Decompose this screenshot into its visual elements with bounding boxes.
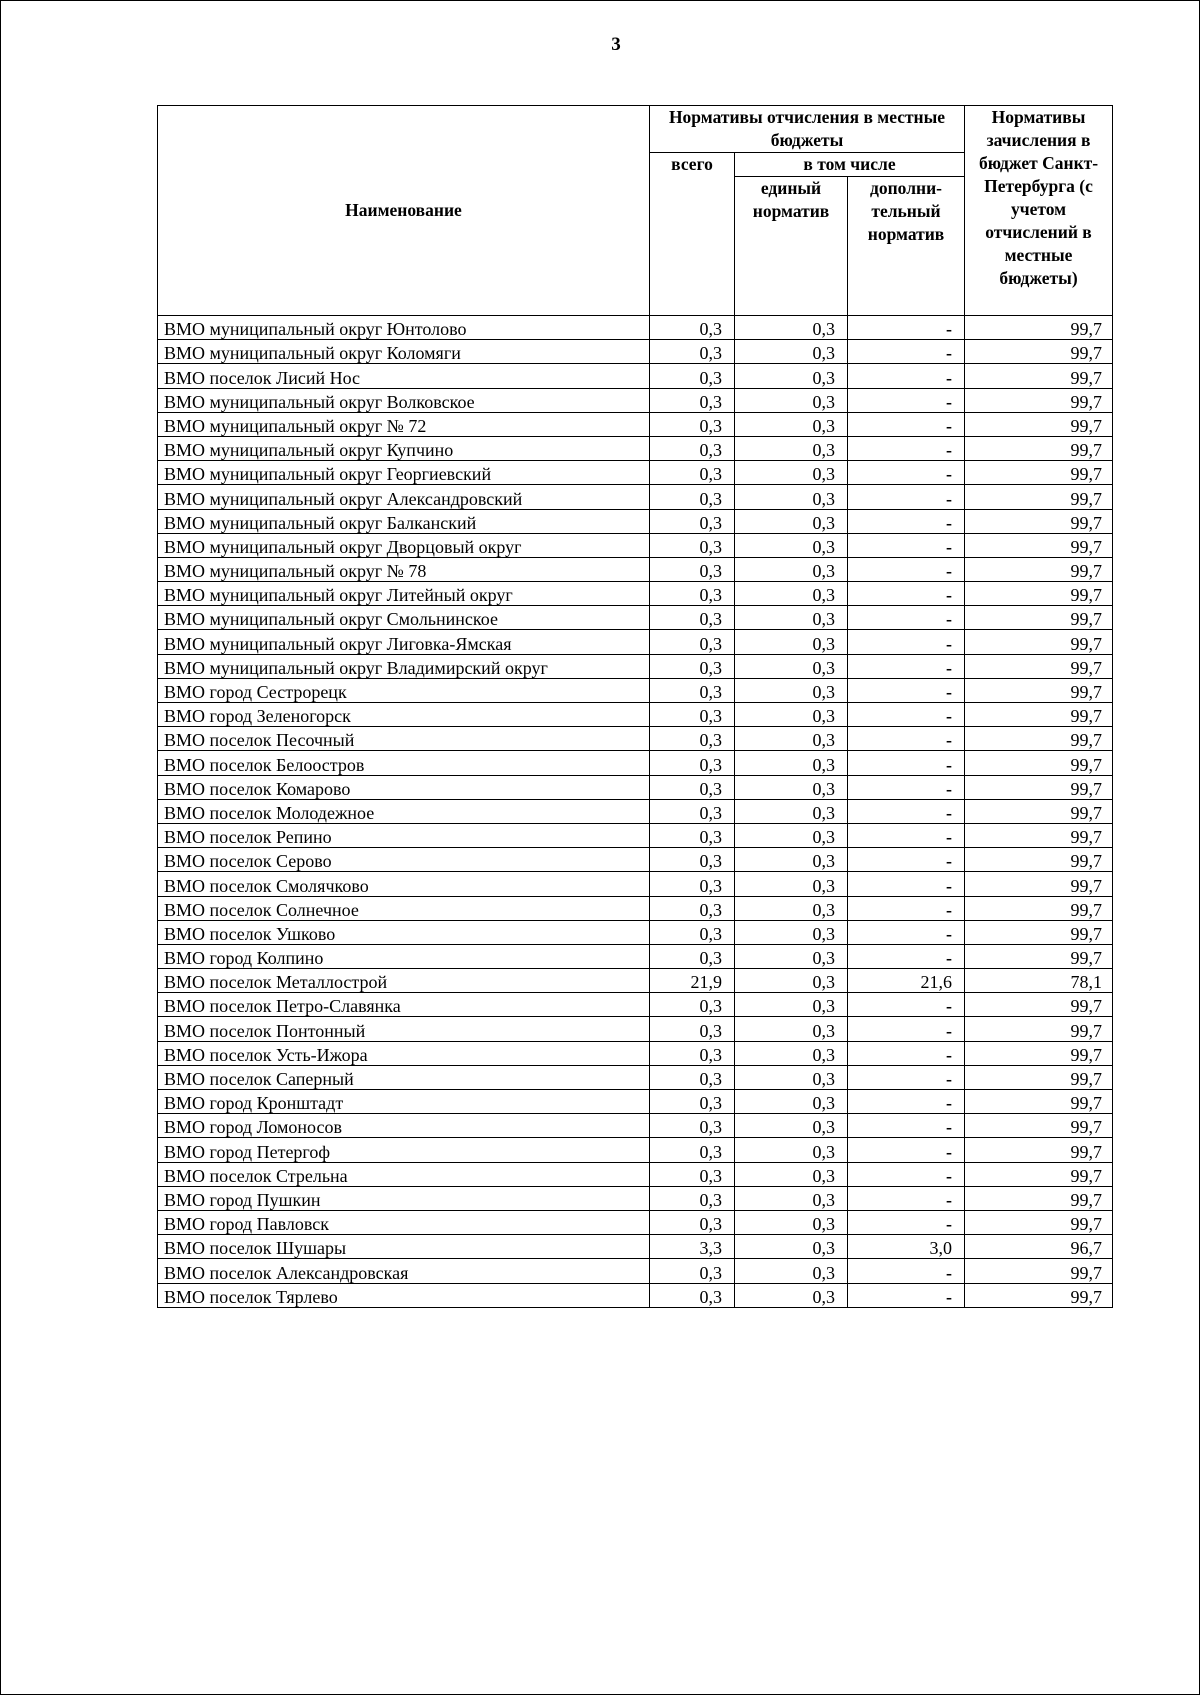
cell-total: 0,3 (650, 364, 735, 388)
table-row (158, 533, 1113, 557)
cell-single: 0,3 (735, 388, 848, 412)
cell-total: 0,3 (650, 703, 735, 727)
table-row (158, 1210, 1113, 1234)
cell-additional: - (848, 848, 965, 872)
cell-spb: 99,7 (965, 461, 1113, 485)
cell-total: 0,3 (650, 896, 735, 920)
cell-single: 0,3 (735, 582, 848, 606)
table-row (158, 654, 1113, 678)
cell-spb: 99,7 (965, 364, 1113, 388)
cell-spb: 99,7 (965, 533, 1113, 557)
cell-spb: 99,7 (965, 606, 1113, 630)
cell-additional: - (848, 1259, 965, 1283)
cell-additional: - (848, 1283, 965, 1307)
table-row (158, 896, 1113, 920)
cell-name: ВМО город Кронштадт (158, 1090, 650, 1114)
cell-additional: - (848, 557, 965, 581)
cell-total: 0,3 (650, 1162, 735, 1186)
cell-total: 0,3 (650, 678, 735, 702)
cell-spb: 99,7 (965, 920, 1113, 944)
cell-total: 0,3 (650, 823, 735, 847)
cell-name: ВМО муниципальный округ Коломяги (158, 340, 650, 364)
cell-name: ВМО поселок Саперный (158, 1065, 650, 1089)
table-row (158, 751, 1113, 775)
cell-additional: - (848, 582, 965, 606)
cell-total: 0,3 (650, 1186, 735, 1210)
cell-total: 0,3 (650, 461, 735, 485)
cell-total: 0,3 (650, 606, 735, 630)
cell-single: 0,3 (735, 775, 848, 799)
cell-total: 0,3 (650, 533, 735, 557)
table-row (158, 509, 1113, 533)
cell-single: 0,3 (735, 848, 848, 872)
cell-spb: 99,7 (965, 1017, 1113, 1041)
cell-name: ВМО поселок Металлострой (158, 969, 650, 993)
table-row (158, 1041, 1113, 1065)
cell-additional: - (848, 533, 965, 557)
cell-total: 0,3 (650, 944, 735, 968)
cell-additional: - (848, 364, 965, 388)
cell-total: 0,3 (650, 799, 735, 823)
table-row (158, 920, 1113, 944)
cell-spb: 99,7 (965, 1138, 1113, 1162)
header-local-group: Нормативы отчисления в местные бюджеты (650, 106, 965, 153)
cell-total: 0,3 (650, 1090, 735, 1114)
cell-additional: - (848, 436, 965, 460)
cell-name: ВМО поселок Молодежное (158, 799, 650, 823)
cell-name: ВМО муниципальный округ Дворцовый округ (158, 533, 650, 557)
cell-total: 0,3 (650, 1041, 735, 1065)
header-single: единый норматив (735, 177, 848, 316)
cell-single: 0,3 (735, 703, 848, 727)
table-row (158, 606, 1113, 630)
cell-additional: - (848, 1162, 965, 1186)
cell-single: 0,3 (735, 799, 848, 823)
cell-spb: 99,7 (965, 1283, 1113, 1307)
cell-additional: 3,0 (848, 1235, 965, 1259)
cell-single: 0,3 (735, 340, 848, 364)
cell-name: ВМО поселок Репино (158, 823, 650, 847)
cell-spb: 99,7 (965, 1259, 1113, 1283)
cell-additional: - (848, 1065, 965, 1089)
cell-spb: 99,7 (965, 436, 1113, 460)
cell-total: 0,3 (650, 654, 735, 678)
cell-total: 0,3 (650, 316, 735, 340)
cell-single: 0,3 (735, 896, 848, 920)
cell-single: 0,3 (735, 533, 848, 557)
table-row (158, 582, 1113, 606)
table-row (158, 775, 1113, 799)
cell-name: ВМО поселок Александровская (158, 1259, 650, 1283)
cell-additional: - (848, 727, 965, 751)
cell-name: ВМО поселок Ушково (158, 920, 650, 944)
table-row (158, 485, 1113, 509)
cell-single: 0,3 (735, 485, 848, 509)
cell-name: ВМО поселок Комарово (158, 775, 650, 799)
cell-name: ВМО муниципальный округ Балканский (158, 509, 650, 533)
table-row (158, 799, 1113, 823)
cell-name: ВМО город Пушкин (158, 1186, 650, 1210)
cell-name: ВМО поселок Смолячково (158, 872, 650, 896)
cell-spb: 99,7 (965, 799, 1113, 823)
cell-single: 0,3 (735, 557, 848, 581)
table-row (158, 630, 1113, 654)
table-row (158, 316, 1113, 340)
cell-additional: - (848, 654, 965, 678)
cell-name: ВМО поселок Стрельна (158, 1162, 650, 1186)
cell-single: 0,3 (735, 1259, 848, 1283)
cell-spb: 99,7 (965, 654, 1113, 678)
cell-additional: - (848, 1017, 965, 1041)
header-total: всего (650, 153, 735, 316)
cell-total: 0,3 (650, 848, 735, 872)
cell-single: 0,3 (735, 678, 848, 702)
table-row (158, 1186, 1113, 1210)
cell-name: ВМО поселок Солнечное (158, 896, 650, 920)
table-row (158, 872, 1113, 896)
cell-additional: - (848, 412, 965, 436)
cell-spb: 99,7 (965, 485, 1113, 509)
cell-name: ВМО поселок Петро-Славянка (158, 993, 650, 1017)
cell-single: 0,3 (735, 969, 848, 993)
cell-spb: 99,7 (965, 872, 1113, 896)
cell-spb: 99,7 (965, 1041, 1113, 1065)
cell-single: 0,3 (735, 727, 848, 751)
cell-total: 0,3 (650, 557, 735, 581)
cell-additional: - (848, 751, 965, 775)
cell-spb: 99,7 (965, 727, 1113, 751)
table-header (158, 106, 1113, 316)
cell-spb: 99,7 (965, 823, 1113, 847)
cell-name: ВМО муниципальный округ Георгиевский (158, 461, 650, 485)
table-row (158, 1017, 1113, 1041)
cell-single: 0,3 (735, 654, 848, 678)
cell-name: ВМО поселок Шушары (158, 1235, 650, 1259)
header-spb: Нормативы зачисления в бюджет Санкт- Петербурга (с учетом отчислений в местные бюджеты) (965, 106, 1113, 316)
cell-name: ВМО муниципальный округ Владимирский округ (158, 654, 650, 678)
cell-spb: 99,7 (965, 316, 1113, 340)
cell-additional: - (848, 1186, 965, 1210)
cell-total: 0,3 (650, 582, 735, 606)
cell-total: 0,3 (650, 388, 735, 412)
cell-total: 0,3 (650, 751, 735, 775)
cell-additional: - (848, 485, 965, 509)
cell-spb: 99,7 (965, 1210, 1113, 1234)
cell-single: 0,3 (735, 461, 848, 485)
cell-total: 0,3 (650, 993, 735, 1017)
header-including: в том числе (735, 153, 965, 177)
cell-total: 3,3 (650, 1235, 735, 1259)
cell-additional: - (848, 388, 965, 412)
cell-name: ВМО муниципальный округ Юнтолово (158, 316, 650, 340)
cell-spb: 99,7 (965, 1090, 1113, 1114)
cell-total: 0,3 (650, 1017, 735, 1041)
cell-total: 0,3 (650, 1210, 735, 1234)
cell-name: ВМО поселок Серово (158, 848, 650, 872)
cell-total: 0,3 (650, 436, 735, 460)
table-row (158, 727, 1113, 751)
table-row (158, 557, 1113, 581)
cell-spb: 96,7 (965, 1235, 1113, 1259)
cell-single: 0,3 (735, 920, 848, 944)
cell-spb: 99,7 (965, 703, 1113, 727)
cell-single: 0,3 (735, 1017, 848, 1041)
table-row (158, 1162, 1113, 1186)
cell-single: 0,3 (735, 1186, 848, 1210)
table-row (158, 364, 1113, 388)
cell-additional: - (848, 509, 965, 533)
cell-single: 0,3 (735, 1210, 848, 1234)
cell-additional: - (848, 1090, 965, 1114)
cell-name: ВМО муниципальный округ Купчино (158, 436, 650, 460)
cell-additional: - (848, 872, 965, 896)
cell-additional: - (848, 606, 965, 630)
page-number: 3 (611, 34, 621, 55)
cell-spb: 99,7 (965, 388, 1113, 412)
cell-additional: - (848, 993, 965, 1017)
cell-name: ВМО город Колпино (158, 944, 650, 968)
cell-name: ВМО муниципальный округ Лиговка-Ямская (158, 630, 650, 654)
table-row (158, 678, 1113, 702)
cell-spb: 99,7 (965, 582, 1113, 606)
cell-additional: 21,6 (848, 969, 965, 993)
cell-spb: 99,7 (965, 751, 1113, 775)
cell-additional: - (848, 1210, 965, 1234)
cell-name: ВМО поселок Тярлево (158, 1283, 650, 1307)
norms-table (157, 105, 1113, 1308)
table-row (158, 848, 1113, 872)
cell-single: 0,3 (735, 606, 848, 630)
table-row (158, 969, 1113, 993)
table-row (158, 1114, 1113, 1138)
cell-name: ВМО муниципальный округ Александровский (158, 485, 650, 509)
cell-spb: 99,7 (965, 944, 1113, 968)
cell-single: 0,3 (735, 1065, 848, 1089)
cell-spb: 99,7 (965, 1186, 1113, 1210)
header-additional: дополни- тельный норматив (848, 177, 965, 316)
cell-total: 0,3 (650, 1283, 735, 1307)
cell-name: ВМО город Зеленогорск (158, 703, 650, 727)
table-row (158, 340, 1113, 364)
cell-additional: - (848, 630, 965, 654)
cell-additional: - (848, 678, 965, 702)
cell-name: ВМО город Петергоф (158, 1138, 650, 1162)
cell-name: ВМО муниципальный округ № 72 (158, 412, 650, 436)
cell-additional: - (848, 799, 965, 823)
table-row (158, 461, 1113, 485)
cell-additional: - (848, 1114, 965, 1138)
cell-additional: - (848, 896, 965, 920)
table-row (158, 1235, 1113, 1259)
cell-single: 0,3 (735, 1090, 848, 1114)
cell-name: ВМО муниципальный округ Литейный округ (158, 582, 650, 606)
cell-additional: - (848, 461, 965, 485)
cell-single: 0,3 (735, 630, 848, 654)
cell-total: 0,3 (650, 509, 735, 533)
table-body (158, 316, 1113, 1308)
cell-name: ВМО поселок Белоостров (158, 751, 650, 775)
table-row (158, 1259, 1113, 1283)
cell-spb: 99,7 (965, 896, 1113, 920)
table-row (158, 993, 1113, 1017)
cell-name: ВМО поселок Лисий Нос (158, 364, 650, 388)
cell-single: 0,3 (735, 944, 848, 968)
cell-single: 0,3 (735, 1283, 848, 1307)
cell-single: 0,3 (735, 872, 848, 896)
table-row (158, 1090, 1113, 1114)
cell-name: ВМО город Павловск (158, 1210, 650, 1234)
cell-single: 0,3 (735, 412, 848, 436)
cell-single: 0,3 (735, 751, 848, 775)
cell-single: 0,3 (735, 364, 848, 388)
cell-additional: - (848, 775, 965, 799)
cell-spb: 99,7 (965, 412, 1113, 436)
cell-name: ВМО муниципальный округ Волковское (158, 388, 650, 412)
cell-total: 0,3 (650, 1138, 735, 1162)
cell-name: ВМО муниципальный округ Смольнинское (158, 606, 650, 630)
cell-total: 0,3 (650, 1065, 735, 1089)
cell-single: 0,3 (735, 1041, 848, 1065)
cell-spb: 78,1 (965, 969, 1113, 993)
cell-spb: 99,7 (965, 340, 1113, 364)
cell-spb: 99,7 (965, 678, 1113, 702)
cell-spb: 99,7 (965, 775, 1113, 799)
cell-total: 0,3 (650, 412, 735, 436)
cell-additional: - (848, 1041, 965, 1065)
cell-single: 0,3 (735, 509, 848, 533)
table-row (158, 823, 1113, 847)
cell-single: 0,3 (735, 993, 848, 1017)
cell-single: 0,3 (735, 1235, 848, 1259)
cell-additional: - (848, 920, 965, 944)
cell-total: 0,3 (650, 1259, 735, 1283)
cell-additional: - (848, 340, 965, 364)
cell-total: 0,3 (650, 727, 735, 751)
cell-total: 0,3 (650, 920, 735, 944)
cell-name: ВМО поселок Понтонный (158, 1017, 650, 1041)
cell-additional: - (848, 944, 965, 968)
cell-additional: - (848, 316, 965, 340)
table-row (158, 1283, 1113, 1307)
table-row (158, 1138, 1113, 1162)
cell-spb: 99,7 (965, 1065, 1113, 1089)
cell-name: ВМО поселок Песочный (158, 727, 650, 751)
cell-total: 0,3 (650, 1114, 735, 1138)
cell-additional: - (848, 1138, 965, 1162)
cell-spb: 99,7 (965, 557, 1113, 581)
cell-total: 0,3 (650, 485, 735, 509)
header-name: Наименование (158, 106, 650, 316)
cell-spb: 99,7 (965, 848, 1113, 872)
cell-single: 0,3 (735, 436, 848, 460)
cell-total: 0,3 (650, 630, 735, 654)
cell-spb: 99,7 (965, 509, 1113, 533)
cell-total: 0,3 (650, 340, 735, 364)
cell-single: 0,3 (735, 316, 848, 340)
table-row (158, 944, 1113, 968)
cell-spb: 99,7 (965, 993, 1113, 1017)
table-row (158, 436, 1113, 460)
cell-additional: - (848, 823, 965, 847)
cell-single: 0,3 (735, 1114, 848, 1138)
table-row (158, 703, 1113, 727)
cell-single: 0,3 (735, 1138, 848, 1162)
cell-spb: 99,7 (965, 630, 1113, 654)
cell-single: 0,3 (735, 823, 848, 847)
cell-additional: - (848, 703, 965, 727)
cell-single: 0,3 (735, 1162, 848, 1186)
cell-total: 0,3 (650, 775, 735, 799)
cell-name: ВМО поселок Усть-Ижора (158, 1041, 650, 1065)
cell-name: ВМО город Ломоносов (158, 1114, 650, 1138)
cell-name: ВМО муниципальный округ № 78 (158, 557, 650, 581)
cell-total: 21,9 (650, 969, 735, 993)
cell-spb: 99,7 (965, 1114, 1113, 1138)
table-row (158, 412, 1113, 436)
cell-total: 0,3 (650, 872, 735, 896)
cell-spb: 99,7 (965, 1162, 1113, 1186)
cell-name: ВМО город Сестрорецк (158, 678, 650, 702)
table-row (158, 388, 1113, 412)
table-row (158, 1065, 1113, 1089)
